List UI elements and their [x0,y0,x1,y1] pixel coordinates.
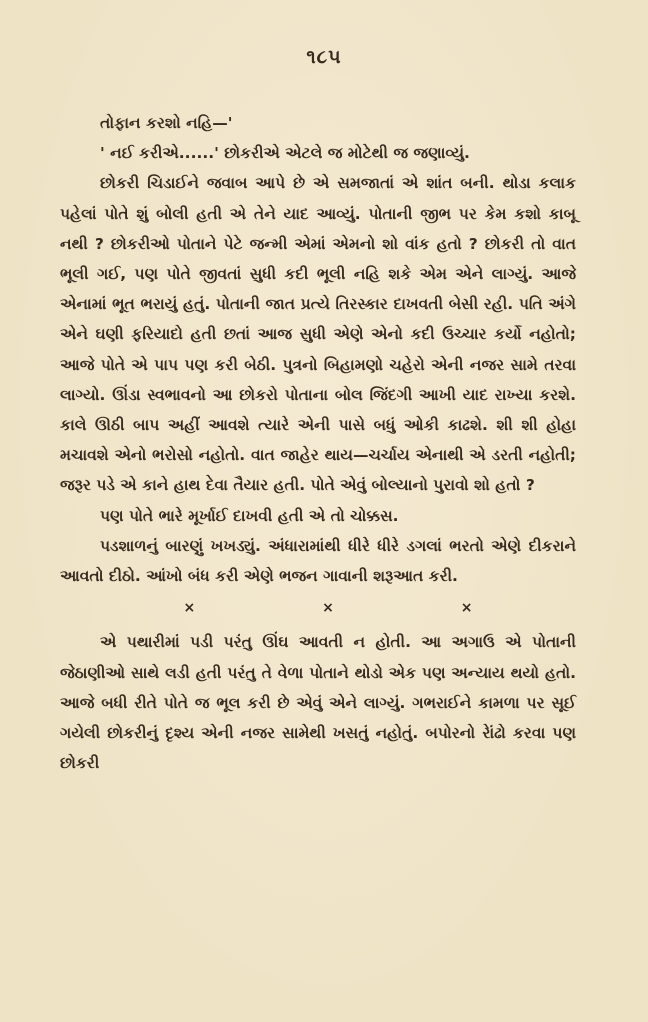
page-number: ૧૮૫ [306,46,342,68]
paragraph-3: છોકરી ચિડાઈને જવાબ આપે છે એ સમજાતાં એ શાંત બની. થોડા કલાક પહેલાં પોતે શું બોલી હતી એ તેને યાદ આવ્યું. પોતાની જીભ પર કેમ કશો કાબૂ નથી ? છોકરીઓ પોતાને પેટે જન્મી એમાં એમનો શો વાંક હતો ? છોકરી તો વાત ભૂલી ગઈ, પણ પોતે જીવતાં સુધી કદી ભૂલી નહિ શકે એમ એને લાગ્યું. આજે એનામાં ભૂત ભરાયું હતું. પોતાની જાત પ્રત્યે તિરસ્કાર દાખવતી બેસી રહી. પતિ અંગે એને ઘણી ફરિયાદો હતી છતાં આજ સુધી એણે એનો કદી ઉચ્ચાર કર્યો નહોતો; આજે પોતે એ પાપ પણ કરી બેઠી. પુત્રનો બિહામણો ચહેરો એની નજર સામે તરવા લાગ્યો. ઊંડા સ્વભાવનો આ છોકરો પોતાના બોલ જિંદગી આખી યાદ રાખ્યા કરશે. કાલે ઊઠી બાપ અહીં આવશે ત્યારે એની પાસે બધું ઓકી કાઢશે. શી શી હોહા મચાવશે એનો ભરોસો નહોતો. વાત જાહેર થાય—ચર્ચાય એનાથી એ ડરતી નહોતી; જરૂર પડે એ કાને હાથ દેવા તૈયાર હતી. પોતે એવું બોલ્યાનો પુરાવો શો હતો ? [60,174,576,495]
paragraph-2: ' નઈ કરીએ......' છોકરીએ એટલે જ મોટેથી જ જણાવ્યું. [100,144,470,163]
separator-mark: × [322,600,334,617]
section-separator [60,593,576,623]
paragraph-5: પડશાળનું બારણું ખખડ્યું. અંધારામાંથી ધીરે ધીરે ડગલાં ભરતો એણે દીકરાને આવતો દીઠો. આંખો બંધ કરી એણે ભજન ગાવાની શરૂઆત કરી. [60,536,576,586]
page-body [60,108,576,778]
paragraph-1: તોફાન કરશો નહિ—' [100,114,233,132]
paragraph-6: એ પથારીમાં પડી પરંતુ ઊંઘ આવતી ન હોતી. આ અગાઉ એ પોતાની જેઠાણીઓ સાથે લડી હતી પરંતુ તે વેળા પોતાને થોડો એક પણ અન્યાય થયો હતો. આજે બધી રીતે પોતે જ ભૂલ કરી છે એવું એને લાગ્યું. ગભરાઈને કામળા પર સૂઈ ગયેલી છોકરીનું દૃશ્ય એની નજર સામેથી ખસતું નહોતું. બપોરનો રેાંઢો કરવા પણ છોકરી [60,633,576,773]
separator-mark: × [460,600,473,617]
paragraph-4: પણ પોતે ભારે મૂર્ખાઈ દાખવી હતી એ તો ચોક્કસ. [100,506,399,525]
separator-mark: × [183,600,196,617]
